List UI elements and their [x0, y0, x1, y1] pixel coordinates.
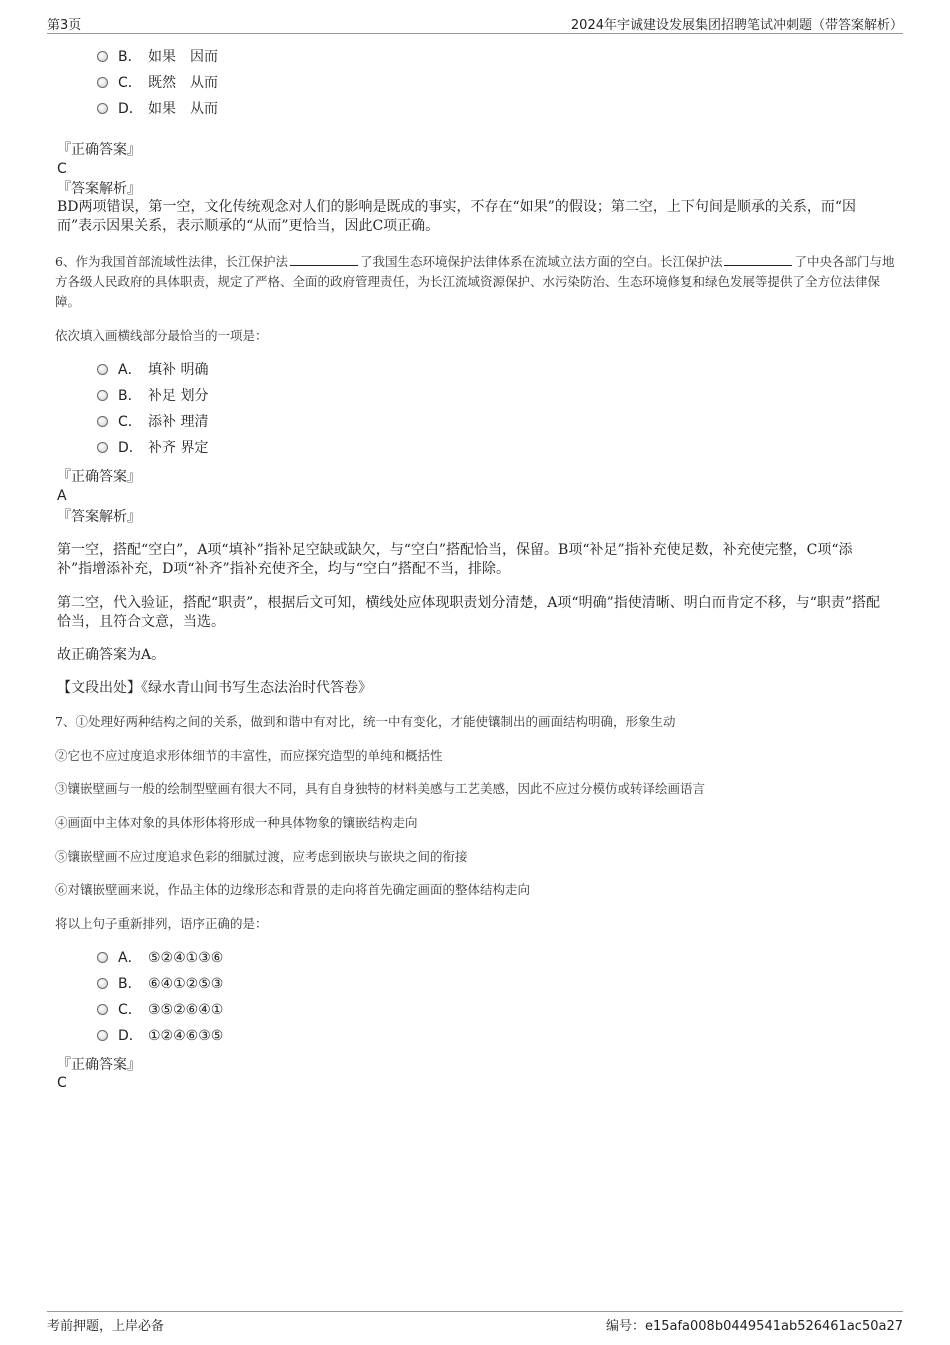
radio-icon[interactable]: [97, 442, 108, 453]
q7-sentence-3: ③镶嵌壁画与一般的绘制型壁画有很大不同，具有自身独特的材料美感与工艺美感，因此不应过分模仿或转译绘画语言: [55, 781, 706, 796]
footer-slogan: 考前押题，上岸必备: [47, 1319, 165, 1334]
q5-analysis: BD两项错误，第一空，文化传统观念对人们的影响是既成的事实，不存在“如果”的假设；第二空，上下句间是顺承的关系，而“因而”表示因果关系，表示顺承的“从而”更恰当，因此C项正确。: [57, 199, 856, 234]
footer-divider: [47, 1311, 903, 1312]
q5-option-b[interactable]: B． 如果 因而: [97, 47, 218, 67]
q7-option-c[interactable]: C． ③⑤②⑥④①: [97, 1000, 223, 1020]
footer-id: 编号：e15afa008b0449541ab526461ac50a27: [605, 1319, 903, 1334]
q6-stem: 6、作为我国首部流域性法律，长江保护法 了我国生态环境保护法律体系在流域立法方面的空白。长江保护法 了中央各部门与地方各级人民政府的具体职责，规定了严格、全面的政府管理责任，为长江流域资源保护、水污染防治、生态环境修复和绿色发展等提供了全方位法律保障。: [55, 254, 895, 309]
q6-prompt: 依次填入画横线部分最恰当的一项是：: [55, 328, 268, 343]
radio-icon[interactable]: [97, 51, 108, 62]
q7-sentence-4: ④画面中主体对象的具体形体将形成一种具体物象的镶嵌结构走向: [55, 815, 418, 830]
radio-icon[interactable]: [97, 1030, 108, 1041]
q6-option-a[interactable]: A． 填补 明确: [97, 360, 208, 380]
q5-answer: C: [57, 161, 67, 177]
q6-analysis-p3: 故正确答案为A。: [57, 647, 166, 663]
q7-sentence-2: ②它也不应过度追求形体细节的丰富性，而应探究造型的单纯和概括性: [55, 748, 443, 763]
q5-analysis-label: 『答案解析』: [57, 181, 141, 197]
radio-icon[interactable]: [97, 978, 108, 989]
radio-icon[interactable]: [97, 77, 108, 88]
q7-sentence-1: 7、①处理好两种结构之间的关系，做到和谐中有对比，统一中有变化，才能使镶制出的画面结构明确，形象生动: [55, 714, 676, 729]
q7-answer: C: [57, 1075, 67, 1091]
q6-analysis-label: 『答案解析』: [57, 509, 141, 525]
q6-blank-2: [724, 253, 792, 266]
header-divider: [47, 33, 903, 34]
q6-option-d[interactable]: D． 补齐 界定: [97, 438, 208, 458]
radio-icon[interactable]: [97, 390, 108, 401]
q5-option-c[interactable]: C． 既然 从而: [97, 73, 218, 93]
q5-option-d[interactable]: D． 如果 从而: [97, 99, 218, 119]
radio-icon[interactable]: [97, 952, 108, 963]
q6-analysis-p1: 第一空，搭配“空白”，A项“填补”指补足空缺或缺欠，与“空白”搭配恰当，保留。B项“补足”指补充使足数，补充使完整，C项“添补”指增添补充，D项“补齐”指补充使齐全，均与“空白”搭配不当，排除。: [57, 542, 853, 577]
radio-icon[interactable]: [97, 364, 108, 375]
q6-option-c[interactable]: C． 添补 理清: [97, 412, 208, 432]
q7-sentence-5: ⑤镶嵌壁画不应过度追求色彩的细腻过渡，应考虑到嵌块与嵌块之间的衔接: [55, 849, 468, 864]
q7-option-a[interactable]: A． ⑤②④①③⑥: [97, 948, 223, 968]
q7-option-b[interactable]: B． ⑥④①②⑤③: [97, 974, 223, 994]
q6-source: 【文段出处】《绿水青山间书写生态法治时代答卷》: [57, 680, 372, 696]
radio-icon[interactable]: [97, 103, 108, 114]
q7-answer-label: 『正确答案』: [57, 1057, 141, 1073]
q7-sentence-6: ⑥对镶嵌壁画来说，作品主体的边缘形态和背景的走向将首先确定画面的整体结构走向: [55, 882, 531, 897]
q5-answer-label: 『正确答案』: [57, 142, 141, 158]
page-number: 第3页: [47, 18, 82, 33]
q6-analysis-p2: 第二空，代入验证，搭配“职责”，根据后文可知，横线处应体现职责划分清楚，A项“明确”指使清晰、明白而肯定不移，与“职责”搭配恰当，且符合文意，当选。: [57, 595, 881, 630]
q6-answer: A: [57, 488, 67, 504]
radio-icon[interactable]: [97, 416, 108, 427]
q6-option-b[interactable]: B． 补足 划分: [97, 386, 208, 406]
q6-blank-1: [290, 253, 358, 266]
q7-option-d[interactable]: D． ①②④⑥③⑤: [97, 1026, 223, 1046]
q6-answer-label: 『正确答案』: [57, 469, 141, 485]
radio-icon[interactable]: [97, 1004, 108, 1015]
q7-prompt: 将以上句子重新排列，语序正确的是：: [55, 916, 268, 931]
document-title: 2024年宇诚建设发展集团招聘笔试冲刺题（带答案解析）: [570, 18, 903, 33]
